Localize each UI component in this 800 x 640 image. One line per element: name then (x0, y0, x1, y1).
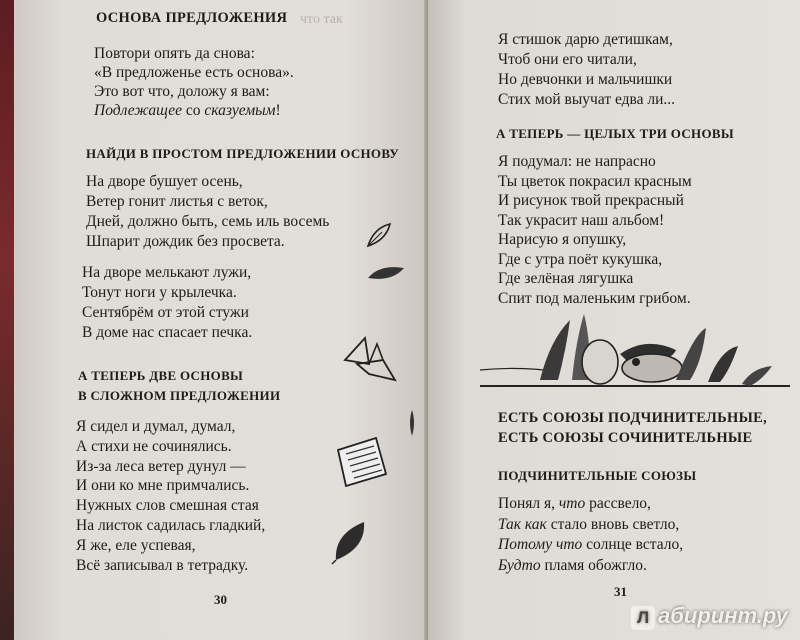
line: Ты цветок покрасил красным (498, 172, 692, 190)
word: стало вновь светло, (546, 515, 680, 533)
watermark-logo (631, 603, 788, 630)
heading-line: ЕСТЬ СОЮЗЫ ПОДЧИНИТЕЛЬНЫЕ, (498, 410, 768, 426)
heading-line: В СЛОЖНОМ ПРЕДЛОЖЕНИИ (78, 388, 281, 403)
italic-word: Так как (498, 515, 547, 533)
stanza-3 (498, 494, 683, 576)
stanza-1 (498, 30, 675, 110)
line: Шпарит дождик без просвета. (86, 233, 285, 250)
heading-subordinating: ПОДЧИНИТЕЛЬНЫЕ СОЮЗЫ (498, 468, 697, 483)
punct: ! (275, 102, 281, 119)
heading-three-bases: А ТЕПЕРЬ — ЦЕЛЫХ ТРИ ОСНОВЫ (496, 126, 734, 141)
line: На листок садилась гладкий, (76, 516, 266, 534)
line: Дней, должно быть, семь иль восемь (86, 213, 330, 230)
heading-unions (498, 408, 767, 448)
italic-word: Потому что (498, 536, 583, 553)
line: Я сидел и думал, думал, (76, 418, 236, 435)
line: На дворе бушует осень, (86, 173, 243, 190)
line (498, 494, 683, 515)
word: солнце встало, (582, 536, 684, 553)
leaf-icon (406, 408, 418, 438)
word: рассвело, (585, 495, 651, 512)
line: Я подумал: не напрасно (498, 153, 656, 170)
right-page (428, 0, 800, 640)
mushroom-frog-illustration (480, 310, 790, 394)
stanza-1 (94, 44, 294, 120)
watermark-text: абиринт.ру (658, 603, 788, 628)
heading-find-basis: НАЙДИ В ПРОСТОМ ПРЕДЛОЖЕНИИ ОСНОВУ (86, 146, 400, 161)
line: Всё записывал в тетрадку. (76, 556, 249, 574)
page-number-left: 30 (214, 592, 227, 607)
line: Ветер гонит листья с веток, (86, 193, 268, 210)
line: Нарисую я опушку, (498, 231, 627, 248)
line: Я же, еле успевая, (76, 536, 196, 554)
line: На дворе мелькают лужи, (82, 264, 252, 281)
line: Это вот что, доложу я вам: (94, 83, 270, 100)
line: Повтори опять да снова: (94, 45, 255, 62)
left-page (14, 0, 428, 640)
paper-bird-icon (339, 330, 399, 390)
line: Где с утра поёт кукушка, (498, 250, 663, 268)
italic-word: Подлежащее (94, 102, 183, 119)
stanza-3 (82, 263, 252, 343)
line: Я стишок дарю детишкам, (498, 31, 673, 48)
line (498, 515, 683, 536)
line: Из-за леса ветер дунул — (76, 457, 246, 475)
line: Так украсит наш альбом! (498, 211, 665, 229)
book-cover-edge (0, 0, 14, 640)
line: Но девчонки и мальчишки (498, 71, 673, 88)
line (498, 535, 683, 556)
line: В доме нас спасает печка. (82, 324, 253, 341)
watermark-mark: Л (631, 606, 655, 630)
heading-two-bases (78, 366, 280, 406)
word: пламя обожгло. (540, 556, 647, 574)
italic-word: что (558, 495, 586, 512)
line: Чтоб они его читали, (498, 51, 637, 68)
line: Где зелёная лягушка (498, 270, 634, 287)
line (498, 556, 683, 577)
line: И рисунок твой прекрасный (498, 192, 684, 209)
newspaper-icon (332, 430, 392, 490)
line (94, 101, 294, 120)
stanza-2 (86, 172, 329, 252)
heading-osnova: ОСНОВА ПРЕДЛОЖЕНИЯ (96, 10, 288, 26)
line: Стих мой выучат едва ли... (498, 91, 676, 108)
italic-word: Будто (498, 556, 541, 574)
word: Понял я, (498, 495, 559, 512)
line: Тонут ноги у крылечка. (82, 284, 237, 301)
stanza-2 (498, 152, 692, 308)
line: «В предложенье есть основа». (94, 64, 294, 81)
page-number-right: 31 (614, 584, 627, 599)
leaf-icon (366, 262, 406, 284)
line: А стихи не сочинялись. (76, 437, 232, 455)
leaf-icon (364, 220, 394, 250)
italic-word: сказуемым (204, 102, 276, 119)
heading-line: А ТЕПЕРЬ ДВЕ ОСНОВЫ (78, 368, 244, 383)
leaf-icon (330, 516, 370, 566)
word: со (182, 102, 205, 119)
stanza-4 (76, 417, 265, 575)
bleed-through-text: что так (300, 12, 343, 27)
line: Сентябрём от этой стужи (82, 304, 249, 321)
line: Спит под маленьким грибом. (498, 289, 691, 307)
heading-line: ЕСТЬ СОЮЗЫ СОЧИНИТЕЛЬНЫЕ (498, 430, 753, 446)
line: Нужных слов смешная стая (76, 497, 259, 515)
line: И они ко мне примчались. (76, 477, 250, 495)
